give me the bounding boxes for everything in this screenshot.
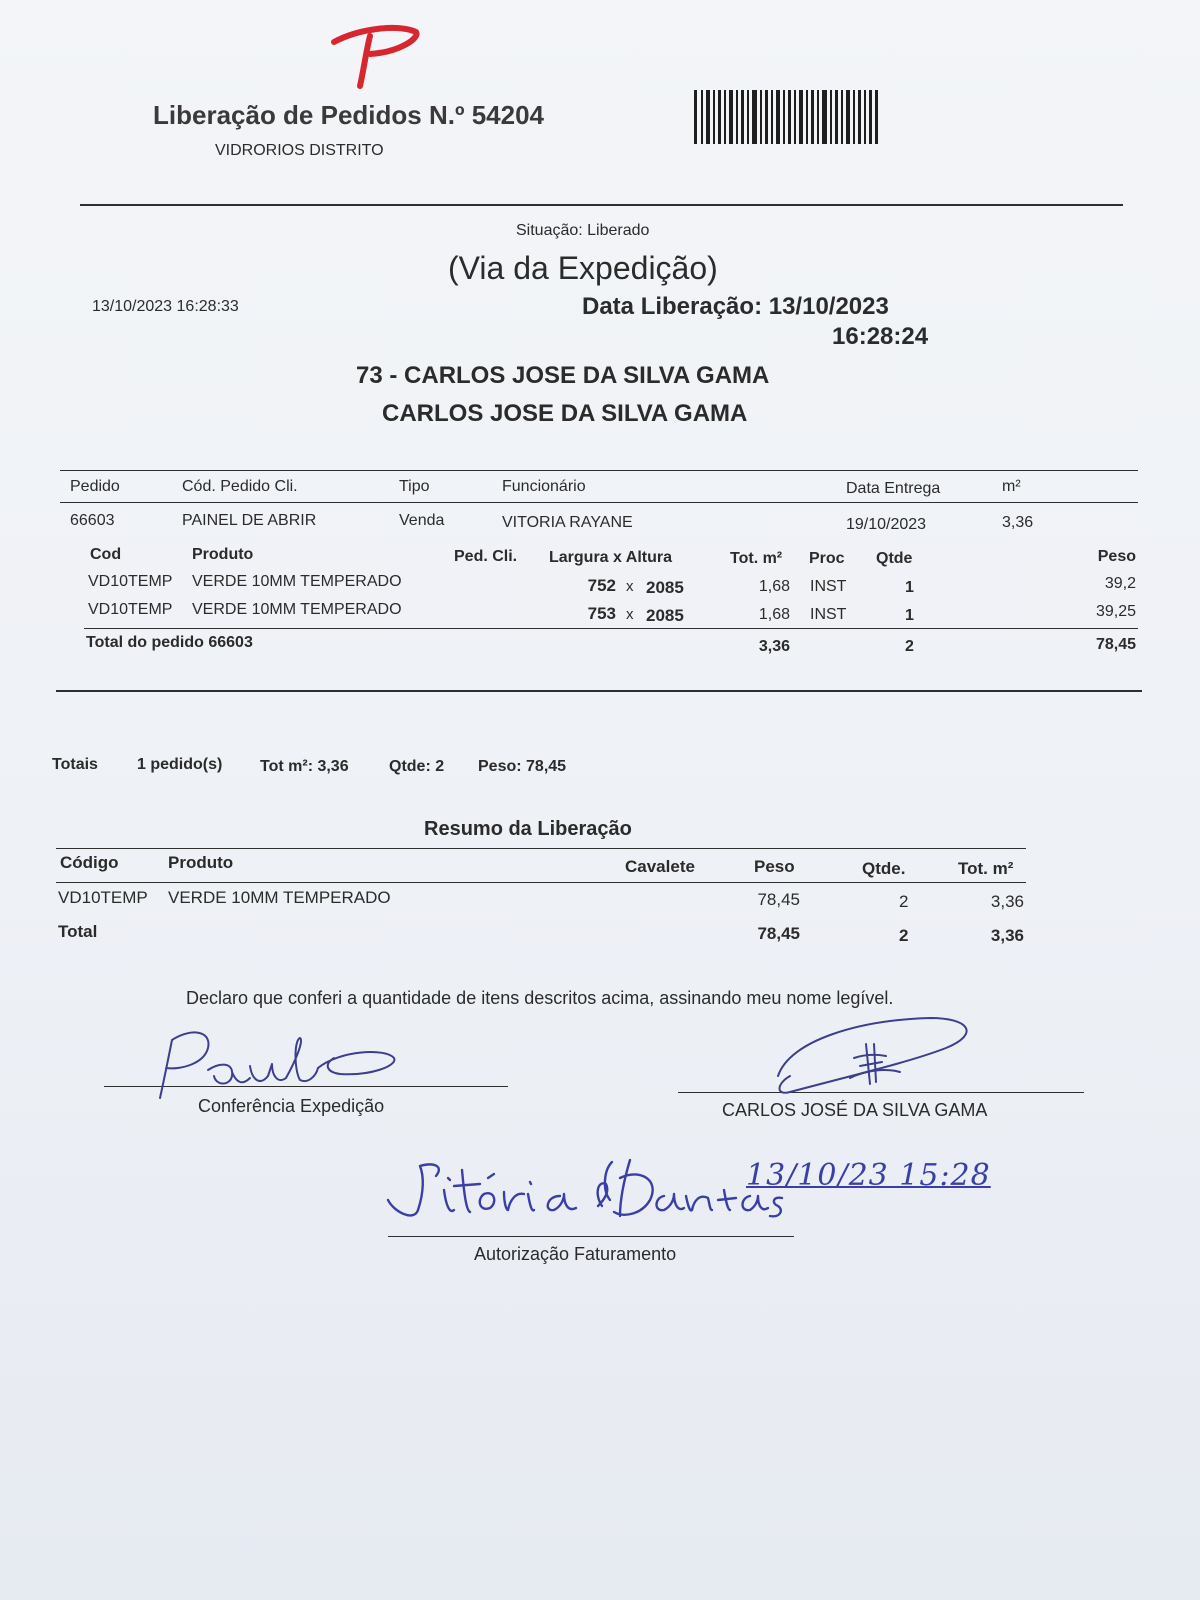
handwritten-datetime: 13/10/23 15:28 [746,1158,991,1193]
col-funcionario: Funcionário [502,478,586,495]
summary-total-tot-m2: 3,36 [990,926,1024,945]
item-altura: 2085 [646,578,684,597]
summary-total-peso: 78,45 [757,924,800,943]
release-date-line [582,293,889,321]
totals-qtde: Qtde: 2 [389,758,445,775]
item-cod: VD10TEMP [88,601,173,618]
summary-tot-m2: 3,36 [990,892,1024,911]
summary-codigo: VD10TEMP [58,888,148,907]
status-label: Situação: Liberado [516,222,650,239]
item-tot-m2: 1,68 [758,606,790,623]
release-date: 13/10/2023 [768,293,889,320]
col-tipo: Tipo [399,478,430,495]
summary-top-rule [56,848,1026,849]
summary-col-peso: Peso [754,857,795,876]
summary-col-cavalete: Cavalete [625,857,695,876]
item-largura: 753 [587,604,616,623]
summary-title: Resumo da Liberação [424,818,632,840]
order-tipo: Venda [399,512,445,529]
header-divider [80,204,1123,206]
col-m2: m² [1002,478,1021,495]
items-col-qtde: Qtde [876,550,913,567]
items-col-tot-m2: Tot. m² [730,550,783,567]
item-qtde: 1 [905,607,914,624]
summary-col-produto: Produto [168,853,234,872]
order-pedido: 66603 [70,512,115,529]
item-proc: INST [810,578,847,595]
items-col-produto: Produto [192,546,254,563]
order-top-rule [60,470,1138,471]
company-name: VIDRORIOS DISTRITO [215,142,384,159]
summary-qtde: 2 [899,892,909,911]
signature-expedicao-handwritten [150,1020,410,1120]
items-col-ped-cli: Ped. Cli. [454,548,518,565]
order-cod-pedido-cli: PAINEL DE ABRIR [182,512,317,529]
signature-label-cliente: CARLOS JOSÉ DA SILVA GAMA [722,1100,988,1120]
order-total-label: Total do pedido 66603 [86,634,253,651]
document-title: Liberação de Pedidos N.º 54204 [153,100,544,130]
signature-label-expedicao: Conferência Expedição [198,1096,385,1116]
totals-label: Totais [52,756,98,773]
summary-produto: VERDE 10MM TEMPERADO [168,888,391,907]
order-total-rule [84,628,1138,629]
summary-total-label: Total [58,922,98,941]
order-total-qtde: 2 [905,638,914,655]
col-cod-pedido-cli: Cód. Pedido Cli. [182,478,298,495]
summary-col-qtde: Qtde. [862,859,906,878]
item-peso: 39,25 [1095,603,1136,620]
totals-peso: Peso: 78,45 [478,758,567,775]
col-data-entrega: Data Entrega [846,480,941,497]
totals-tot-m2: Tot m²: 3,36 [260,758,349,775]
company-logo-icon [330,22,420,92]
via-label: (Via da Expedição) [448,250,718,286]
items-col-proc: Proc [809,550,845,567]
order-bottom-rule [56,690,1142,692]
item-peso: 39,2 [1104,575,1136,592]
item-produto: VERDE 10MM TEMPERADO [192,573,402,590]
item-tot-m2: 1,68 [758,578,790,595]
item-x: x [626,606,634,623]
order-m2: 3,36 [1002,514,1034,531]
item-produto: VERDE 10MM TEMPERADO [192,601,402,618]
item-proc: INST [810,606,847,623]
signature-cliente-handwritten [770,1010,990,1120]
item-cod: VD10TEMP [88,573,173,590]
printed-timestamp: 13/10/2023 16:28:33 [92,298,239,315]
items-col-peso: Peso [1097,548,1136,565]
order-total-tot-m2: 3,36 [758,638,790,655]
item-qtde: 1 [905,579,914,596]
release-time: 16:28:24 [832,323,929,350]
order-data-entrega: 19/10/2023 [846,516,927,533]
summary-peso: 78,45 [757,890,800,909]
order-header-rule [60,502,1138,503]
item-x: x [626,578,634,595]
client-line-1: 73 - CARLOS JOSE DA SILVA GAMA [356,362,770,389]
summary-header-rule [56,882,1026,883]
client-line-2: CARLOS JOSE DA SILVA GAMA [382,400,748,427]
item-altura: 2085 [646,606,684,625]
declaration-text: Declaro que conferi a quantidade de itens descritos acima, assinando meu nome legível. [186,988,894,1008]
release-label: Data Liberação: [582,293,763,320]
summary-total-qtde: 2 [899,926,909,945]
order-total-peso: 78,45 [1095,636,1136,653]
totals-pedidos: 1 pedido(s) [137,756,223,773]
item-largura: 752 [587,576,616,595]
items-col-largura-altura: Largura x Altura [549,549,672,566]
summary-col-tot-m2: Tot. m² [958,859,1014,878]
col-pedido: Pedido [70,478,120,495]
items-col-cod: Cod [90,546,122,563]
order-funcionario: VITORIA RAYANE [502,514,633,531]
signature-autorizacao-handwritten [384,1140,784,1240]
summary-col-codigo: Código [60,853,119,872]
barcode-icon [694,90,880,144]
signature-label-autorizacao: Autorização Faturamento [474,1244,677,1264]
